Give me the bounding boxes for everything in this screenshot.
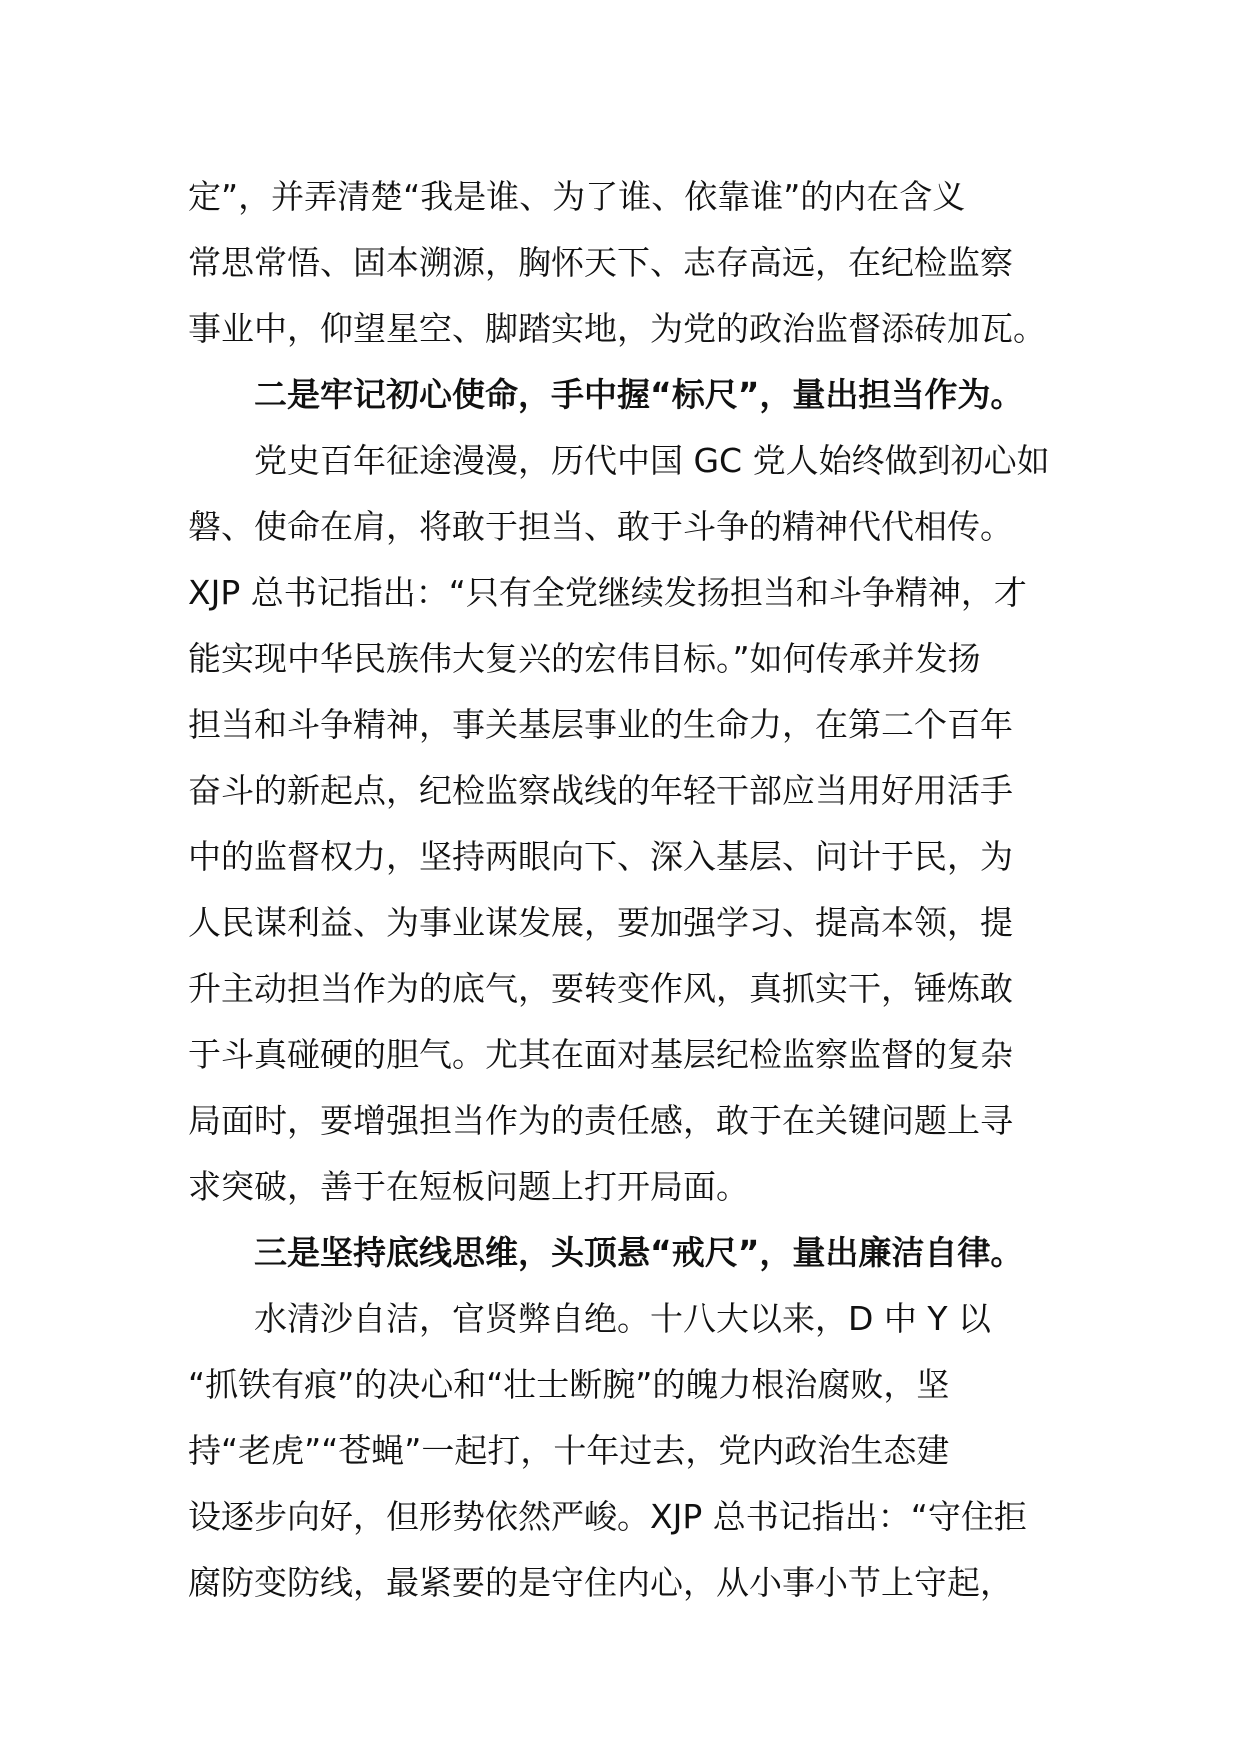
paragraph-line: XJP 总书记指出：“只有全党继续发扬担当和斗争精神，才: [188, 573, 1027, 612]
paragraph-line: 担当和斗争精神，事关基层事业的生命力，在第二个百年: [188, 705, 1013, 744]
paragraph-line: 持“老虎”“苍蝇”一起打，十年过去，党内政治生态建: [188, 1431, 950, 1470]
paragraph-line: 人民谋利益、为事业谋发展，要加强学习、提高本领，提: [188, 903, 1013, 942]
section-heading: 三是坚持底线思维，头顶悬“戒尺”，量出廉洁自律。: [254, 1233, 1024, 1272]
paragraph-line: 能实现中华民族伟大复兴的宏伟目标。”如何传承并发扬: [188, 639, 981, 678]
paragraph-line: 定”，并弄清楚“我是谁、为了谁、依靠谁”的内在含义: [188, 177, 966, 216]
document-body: [188, 164, 1068, 1616]
paragraph-line: 于斗真碰硬的胆气。尤其在面对基层纪检监察监督的复杂: [188, 1035, 1013, 1074]
paragraph-line: 磐、使命在肩，将敢于担当、敢于斗争的精神代代相传。: [188, 507, 1013, 546]
paragraph-line: 事业中，仰望星空、脚踏实地，为党的政治监督添砖加瓦。: [188, 309, 1046, 348]
paragraph-line: 设逐步向好，但形势依然严峻。XJP 总书记指出：“守住拒: [188, 1497, 1027, 1536]
paragraph-line: 水清沙自洁，官贤弊自绝。十八大以来，D 中 Y 以: [254, 1299, 992, 1338]
paragraph-line: “抓铁有痕”的决心和“壮士断腕”的魄力根治腐败，坚: [188, 1365, 950, 1404]
paragraph-line: 局面时，要增强担当作为的责任感，敢于在关键问题上寻: [188, 1101, 1013, 1140]
paragraph-line: 常思常悟、固本溯源，胸怀天下、志存高远，在纪检监察: [188, 243, 1013, 282]
paragraph-line: 求突破，善于在短板问题上打开局面。: [188, 1167, 749, 1206]
section-heading: 二是牢记初心使命，手中握“标尺”，量出担当作为。: [254, 375, 1024, 414]
paragraph-line: 中的监督权力，坚持两眼向下、深入基层、问计于民，为: [188, 837, 1013, 876]
paragraph-line: 党史百年征途漫漫，历代中国 GC 党人始终做到初心如: [254, 441, 1050, 480]
paragraph-line: 腐防变防线，最紧要的是守住内心，从小事小节上守起，: [188, 1563, 1013, 1602]
paragraph-line: 升主动担当作为的底气，要转变作风，真抓实干，锤炼敢: [188, 969, 1013, 1008]
paragraph-line: 奋斗的新起点，纪检监察战线的年轻干部应当用好用活手: [188, 771, 1013, 810]
